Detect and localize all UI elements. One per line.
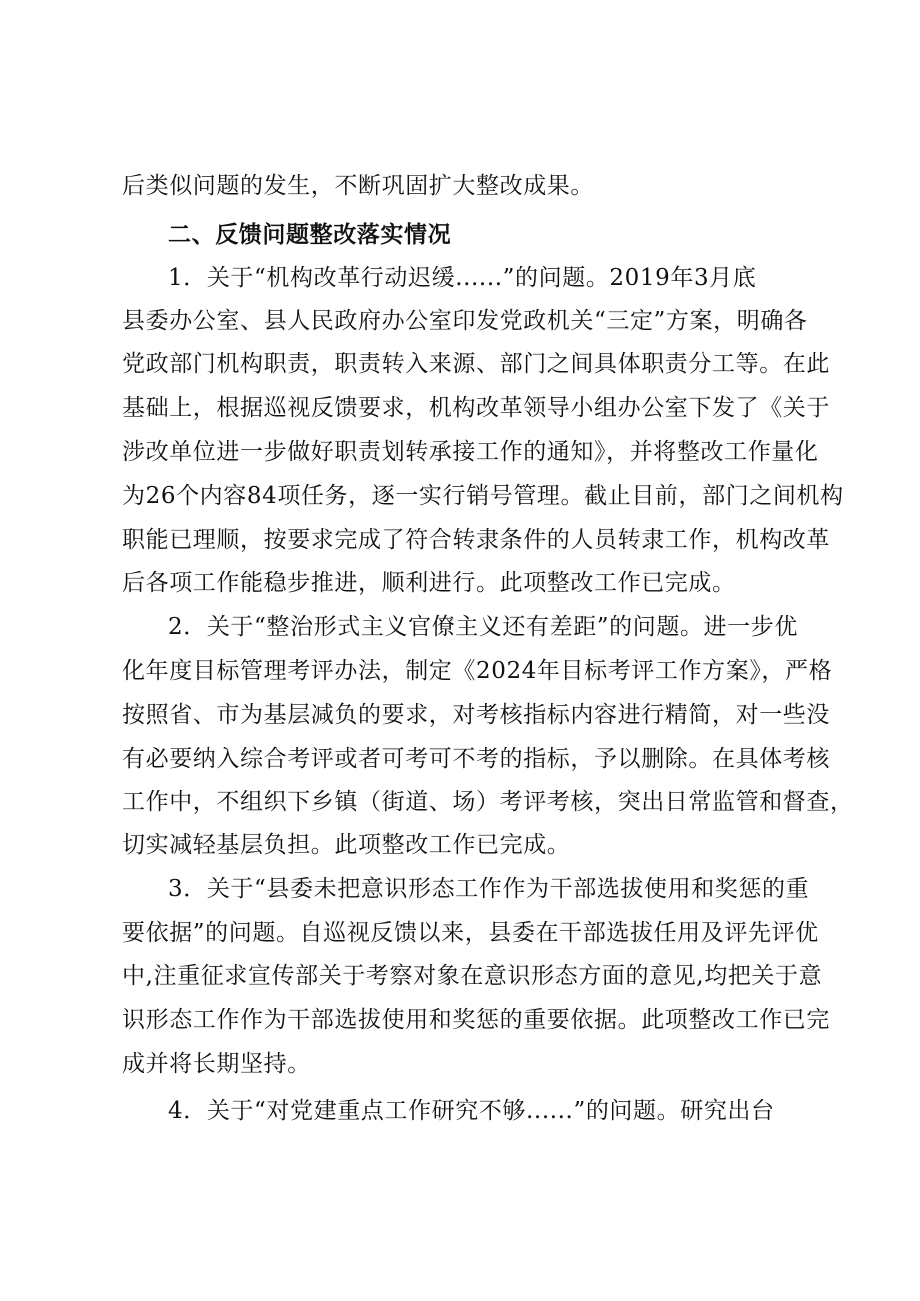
- paragraph-line: 后各项工作能稳步推进，顺利进行。此项整改工作已完成。: [122, 570, 736, 596]
- paragraph-line: 工作中，不组织下乡镇（街道、场）考评考核，突出日常监管和督查，: [122, 789, 854, 815]
- paragraph-line: 中,注重征求宣传部关于考察对象在意识形态方面的意见,均把关于意: [122, 963, 823, 989]
- paragraph-line: 基础上，根据巡视反馈要求，机构改革领导小组办公室下发了《关于: [122, 395, 830, 421]
- paragraph-line: 职能已理顺，按要求完成了符合转隶条件的人员转隶工作，机构改革: [122, 527, 830, 553]
- paragraph-line: 切实减轻基层负担。此项整改工作已完成。: [122, 832, 571, 858]
- paragraph-line: 后类似问题的发生，不断巩固扩大整改成果。: [122, 173, 594, 199]
- paragraph-line: 1．关于“机构改革行动迟缓......”的问题。2019年3月底: [168, 265, 757, 291]
- paragraph-line: 有必要纳入综合考评或者可考可不考的指标，予以删除。在具体考核: [122, 746, 830, 772]
- paragraph-line: 识形态工作作为干部选拔使用和奖惩的重要依据。此项整改工作已完: [122, 1007, 830, 1033]
- paragraph-line: 成并将长期坚持。: [122, 1051, 311, 1077]
- paragraph-line: 要依据”的问题。自巡视反馈以来，县委在干部选拔任用及评先评优: [122, 920, 819, 946]
- paragraph-line: 为26个内容84项任务，逐一实行销号管理。截止目前，部门之间机构: [122, 483, 844, 509]
- section-heading: 二、反馈问题整改落实情况: [168, 222, 452, 248]
- paragraph-line: 县委办公室、县人民政府办公室印发党政机关“三定”方案，明确各: [122, 308, 808, 334]
- paragraph-line: 3．关于“县委未把意识形态工作作为干部选拔使用和奖惩的重: [168, 876, 810, 902]
- paragraph-line: 党政部门机构职责，职责转入来源、部门之间具体职责分工等。在此: [122, 351, 830, 377]
- paragraph-line: 按照省、市为基层减负的要求，对考核指标内容进行精简，对一些没: [122, 702, 830, 728]
- paragraph-line: 4．关于“对党建重点工作研究不够......”的问题。研究出台: [168, 1098, 775, 1124]
- paragraph-line: 涉改单位进一步做好职责划转承接工作的通知》，并将整改工作量化: [122, 439, 819, 465]
- paragraph-line: 化年度目标管理考评办法，制定《2024年目标考评工作方案》，严格: [122, 658, 833, 684]
- paragraph-line: 2．关于“整治形式主义官僚主义还有差距”的问题。进一步优: [168, 614, 798, 640]
